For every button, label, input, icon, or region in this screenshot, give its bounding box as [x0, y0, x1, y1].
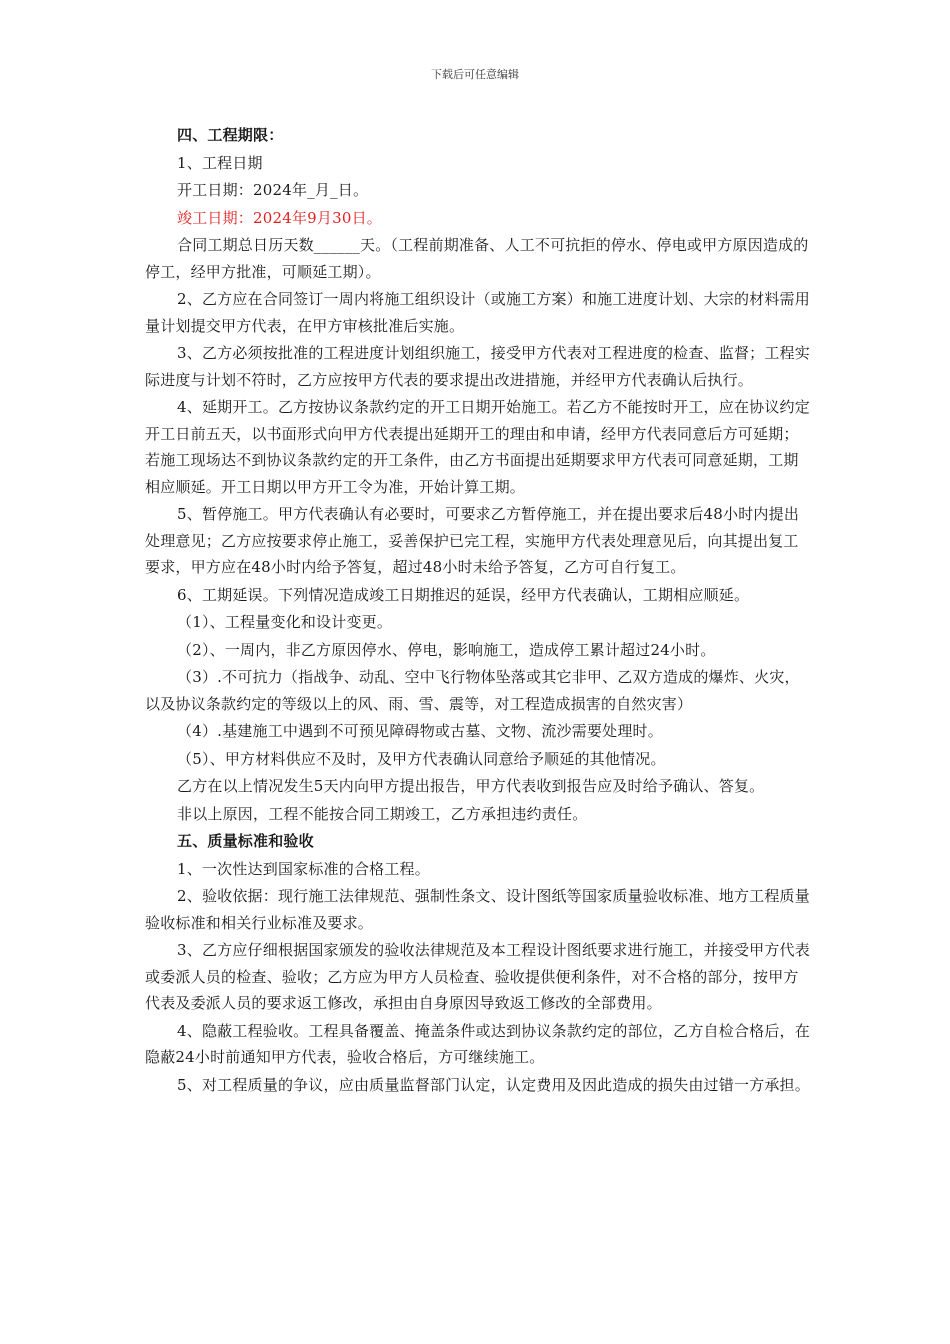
- paragraph: 4、延期开工。乙方按协议条款约定的开工日期开始施工。若乙方不能按时开工，应在协议约定开工日前五天，以书面形式向甲方代表提出延期开工的理由和申请，经甲方代表同意后方可延期；若施工现场达不到协议条款约定的开工条件，由乙方书面提出延期要求甲方代表可同意延期，工期相应顺延。开工日期以甲方开工令为准，开始计算工期。: [145, 398, 810, 496]
- page-header: 下载后可任意编辑: [431, 68, 519, 81]
- paragraph: 6、工期延误。下列情况造成竣工日期推迟的延误，经甲方代表确认，工期相应顺延。: [177, 585, 750, 604]
- paragraph: 乙方在以上情况发生5天内向甲方提出报告，甲方代表收到报告应及时给予确认、答复。: [177, 777, 765, 795]
- paragraph: 1、工程日期: [177, 153, 263, 172]
- section-heading-4: 四、工程期限：: [177, 126, 284, 144]
- section-heading-5: 五、质量标准和验收: [177, 832, 314, 850]
- list-item: （4）.基建施工中遇到不可预见障碍物或古墓、文物、流沙需要处理时。: [177, 722, 663, 740]
- paragraph: 2、验收依据：现行施工法律规范、强制性条文、设计图纸等国家质量验收标准、地方工程质量验收标准和相关行业标准及要求。: [145, 887, 810, 932]
- paragraph: 3、乙方应仔细根据国家颁发的验收法律规范及本工程设计图纸要求进行施工，并接受甲方代表或委派人员的检查、验收；乙方应为甲方人员检查、验收提供便利条件，对不合格的部分，按甲方代表及委派人员的要求返工修改，承担由自身原因导致返工修改的全部费用。: [145, 941, 810, 1012]
- paragraph: 3、乙方必须按批准的工程进度计划组织施工，接受甲方代表对工程进度的检查、监督；工程实际进度与计划不符时，乙方应按甲方代表的要求提出改进措施，并经甲方代表确认后执行。: [145, 344, 810, 389]
- list-item: （1）、工程量变化和设计变更。: [177, 613, 393, 631]
- completion-date: 竣工日期：2024年9月30日。: [177, 208, 383, 227]
- paragraph: 开工日期：2024年_月_日。: [177, 181, 369, 199]
- paragraph: 5、对工程质量的争议，应由质量监督部门认定，认定费用及因此造成的损失由过错一方承担。: [177, 1075, 810, 1094]
- paragraph: 4、隐蔽工程验收。工程具备覆盖、掩盖条件或达到协议条款约定的部位，乙方自检合格后，在隐蔽24小时前通知甲方代表，验收合格后，方可继续施工。: [145, 1021, 810, 1066]
- paragraph: 2、乙方应在合同签订一周内将施工组织设计（或施工方案）和施工进度计划、大宗的材料需用量计划提交甲方代表，在甲方审核批准后实施。: [145, 290, 810, 335]
- paragraph: 合同工期总日历天数______天。（工程前期准备、人工不可抗拒的停水、停电或甲方原因造成的停工，经甲方批准，可顺延工期）。: [145, 236, 809, 281]
- document-body: [145, 122, 811, 1099]
- paragraph: 1、一次性达到国家标准的合格工程。: [177, 859, 430, 878]
- paragraph: 非以上原因，工程不能按合同工期竣工，乙方承担违约责任。: [177, 804, 588, 823]
- list-item: （2）、一周内，非乙方原因停水、停电，影响施工，造成停工累计超过24小时。: [177, 640, 716, 659]
- list-item: （3）.不可抗力（指战争、动乱、空中飞行物体坠落或其它非甲、乙双方造成的爆炸、火灾，以及协议条款约定的等级以上的风、雨、雪、震等，对工程造成损害的自然灾害）: [145, 668, 800, 713]
- list-item: （5）、甲方材料供应不及时，及甲方代表确认同意给予顺延的其他情况。: [177, 749, 666, 768]
- paragraph: 5、暂停施工。甲方代表确认有必要时，可要求乙方暂停施工，并在提出要求后48小时内提出处理意见；乙方应按要求停止施工，妥善保护已完工程，实施甲方代表处理意见后，向其提出复工要求，甲方应在48小时内给予答复，超过48小时未给予答复，乙方可自行复工。: [145, 505, 800, 576]
